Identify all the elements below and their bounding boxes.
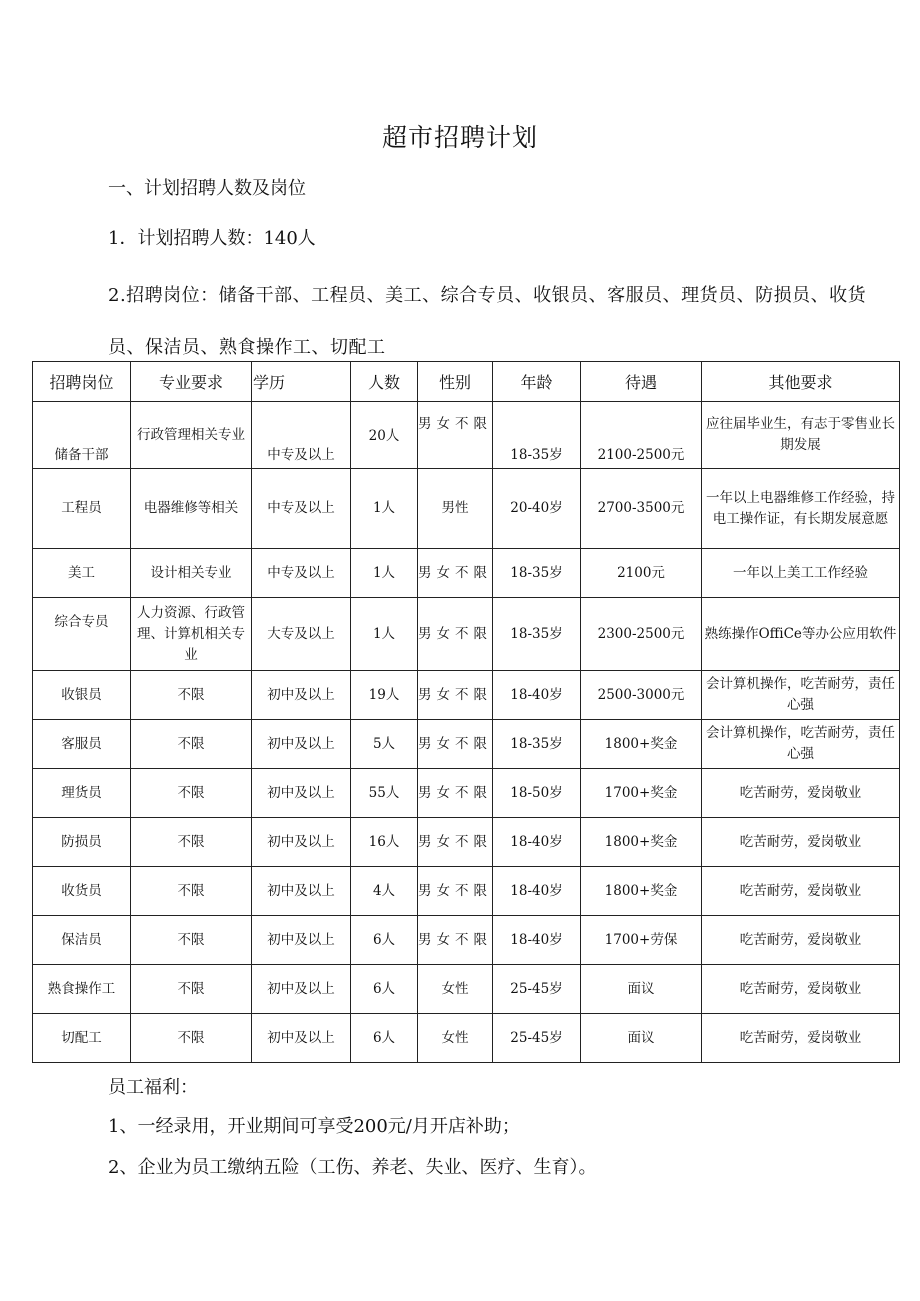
cell-post: 美工 <box>33 549 131 598</box>
header-gender: 性别 <box>418 362 493 402</box>
cell-pay: 2700-3500元 <box>581 469 702 549</box>
header-age: 年龄 <box>493 362 581 402</box>
cell-post: 客服员 <box>33 720 131 769</box>
cell-count: 16人 <box>351 818 418 867</box>
cell-other: 吃苦耐劳，爱岗敬业 <box>702 769 900 818</box>
cell-gender: 男女不限 <box>418 818 493 867</box>
table-row <box>33 549 900 598</box>
cell-count: 19人 <box>351 671 418 720</box>
cell-post: 综合专员 <box>33 598 131 671</box>
cell-gender: 男女不限 <box>418 720 493 769</box>
cell-edu: 初中及以上 <box>252 965 351 1014</box>
header-major: 专业要求 <box>131 362 252 402</box>
table-row <box>33 402 900 469</box>
header-pay: 待遇 <box>581 362 702 402</box>
cell-major: 行政管理相关专业 <box>131 402 252 469</box>
cell-pay: 1800+奖金 <box>581 867 702 916</box>
cell-post: 收货员 <box>33 867 131 916</box>
recruitment-table <box>32 361 900 1063</box>
cell-major: 人力资源、行政管理、计算机相关专业 <box>131 598 252 671</box>
cell-other: 吃苦耐劳，爱岗敬业 <box>702 965 900 1014</box>
cell-post: 熟食操作工 <box>33 965 131 1014</box>
cell-age: 25-45岁 <box>493 1014 581 1063</box>
cell-gender: 男女不限 <box>418 402 493 469</box>
section-heading: 一、计划招聘人数及岗位 <box>108 178 306 199</box>
cell-edu: 初中及以上 <box>252 769 351 818</box>
cell-age: 18-40岁 <box>493 671 581 720</box>
cell-edu: 初中及以上 <box>252 1014 351 1063</box>
positions-list: 2.招聘岗位：储备干部、工程员、美工、综合专员、收银员、客服员、理货员、防损员、收货员、保洁员、熟食操作工、切配工 <box>108 285 867 358</box>
cell-other: 一年以上美工工作经验 <box>702 549 900 598</box>
cell-count: 55人 <box>351 769 418 818</box>
cell-other: 吃苦耐劳，爱岗敬业 <box>702 916 900 965</box>
cell-edu: 中专及以上 <box>252 549 351 598</box>
cell-count: 4人 <box>351 867 418 916</box>
cell-age: 25-45岁 <box>493 965 581 1014</box>
cell-major: 不限 <box>131 867 252 916</box>
cell-gender: 男女不限 <box>418 867 493 916</box>
plan-count: 1．计划招聘人数：140人 <box>108 228 316 249</box>
cell-post: 工程员 <box>33 469 131 549</box>
cell-post: 保洁员 <box>33 916 131 965</box>
table-row <box>33 965 900 1014</box>
header-edu: 学历 <box>252 362 351 402</box>
table-row <box>33 671 900 720</box>
cell-major: 设计相关专业 <box>131 549 252 598</box>
header-count: 人数 <box>351 362 418 402</box>
cell-other: 一年以上电器维修工作经验，持电工操作证，有长期发展意愿 <box>702 469 900 549</box>
cell-gender: 男女不限 <box>418 598 493 671</box>
cell-count: 6人 <box>351 1014 418 1063</box>
cell-gender: 男女不限 <box>418 916 493 965</box>
cell-count: 20人 <box>351 402 418 469</box>
cell-gender: 女性 <box>418 1014 493 1063</box>
cell-age: 18-40岁 <box>493 818 581 867</box>
cell-edu: 初中及以上 <box>252 867 351 916</box>
cell-age: 18-35岁 <box>493 549 581 598</box>
header-other: 其他要求 <box>702 362 900 402</box>
table-row <box>33 598 900 671</box>
cell-other: 会计算机操作，吃苦耐劳，责任心强 <box>702 671 900 720</box>
cell-age: 20-40岁 <box>493 469 581 549</box>
cell-major: 不限 <box>131 818 252 867</box>
table-row <box>33 818 900 867</box>
cell-count: 1人 <box>351 549 418 598</box>
cell-edu: 初中及以上 <box>252 671 351 720</box>
cell-pay: 1800+奖金 <box>581 818 702 867</box>
cell-pay: 2100元 <box>581 549 702 598</box>
cell-age: 18-40岁 <box>493 916 581 965</box>
cell-count: 1人 <box>351 598 418 671</box>
cell-major: 不限 <box>131 1014 252 1063</box>
table-row <box>33 1014 900 1063</box>
cell-other: 熟练操作OffiCe等办公应用软件 <box>702 598 900 671</box>
cell-pay: 面议 <box>581 1014 702 1063</box>
cell-other: 应往届毕业生，有志于零售业长期发展 <box>702 402 900 469</box>
benefit-item: 2、企业为员工缴纳五险（工伤、养老、失业、医疗、生育）。 <box>108 1157 597 1178</box>
cell-pay: 面议 <box>581 965 702 1014</box>
document-title: 超市招聘计划 <box>381 123 538 152</box>
cell-gender: 男女不限 <box>418 549 493 598</box>
table-row <box>33 469 900 549</box>
cell-gender: 男女不限 <box>418 671 493 720</box>
cell-pay: 2500-3000元 <box>581 671 702 720</box>
cell-count: 6人 <box>351 965 418 1014</box>
cell-pay: 2300-2500元 <box>581 598 702 671</box>
cell-edu: 中专及以上 <box>252 402 351 469</box>
cell-edu: 中专及以上 <box>252 469 351 549</box>
cell-age: 18-35岁 <box>493 402 581 469</box>
cell-other: 吃苦耐劳，爱岗敬业 <box>702 1014 900 1063</box>
cell-other: 吃苦耐劳，爱岗敬业 <box>702 818 900 867</box>
cell-edu: 初中及以上 <box>252 818 351 867</box>
cell-gender: 男性 <box>418 469 493 549</box>
cell-pay: 1700+奖金 <box>581 769 702 818</box>
cell-count: 1人 <box>351 469 418 549</box>
cell-post: 切配工 <box>33 1014 131 1063</box>
cell-edu: 大专及以上 <box>252 598 351 671</box>
cell-major: 不限 <box>131 965 252 1014</box>
cell-major: 不限 <box>131 720 252 769</box>
benefits-heading: 员工福利： <box>108 1077 198 1098</box>
cell-major: 不限 <box>131 916 252 965</box>
benefit-item: 1、一经录用，开业期间可享受200元/月开店补助； <box>108 1116 520 1137</box>
cell-other: 会计算机操作，吃苦耐劳，责任心强 <box>702 720 900 769</box>
cell-pay: 2100-2500元 <box>581 402 702 469</box>
cell-major: 不限 <box>131 769 252 818</box>
cell-age: 18-35岁 <box>493 598 581 671</box>
table-row <box>33 769 900 818</box>
cell-post: 储备干部 <box>33 402 131 469</box>
cell-major: 电器维修等相关 <box>131 469 252 549</box>
cell-post: 理货员 <box>33 769 131 818</box>
cell-post: 防损员 <box>33 818 131 867</box>
cell-pay: 1800+奖金 <box>581 720 702 769</box>
cell-count: 6人 <box>351 916 418 965</box>
table-row <box>33 867 900 916</box>
cell-age: 18-35岁 <box>493 720 581 769</box>
cell-major: 不限 <box>131 671 252 720</box>
cell-post: 收银员 <box>33 671 131 720</box>
cell-age: 18-50岁 <box>493 769 581 818</box>
cell-other: 吃苦耐劳，爱岗敬业 <box>702 867 900 916</box>
header-post: 招聘岗位 <box>33 362 131 402</box>
table-row <box>33 720 900 769</box>
cell-age: 18-40岁 <box>493 867 581 916</box>
table-row <box>33 916 900 965</box>
table-header-row <box>33 362 900 402</box>
cell-count: 5人 <box>351 720 418 769</box>
cell-edu: 初中及以上 <box>252 916 351 965</box>
cell-gender: 女性 <box>418 965 493 1014</box>
cell-pay: 1700+劳保 <box>581 916 702 965</box>
cell-edu: 初中及以上 <box>252 720 351 769</box>
cell-gender: 男女不限 <box>418 769 493 818</box>
